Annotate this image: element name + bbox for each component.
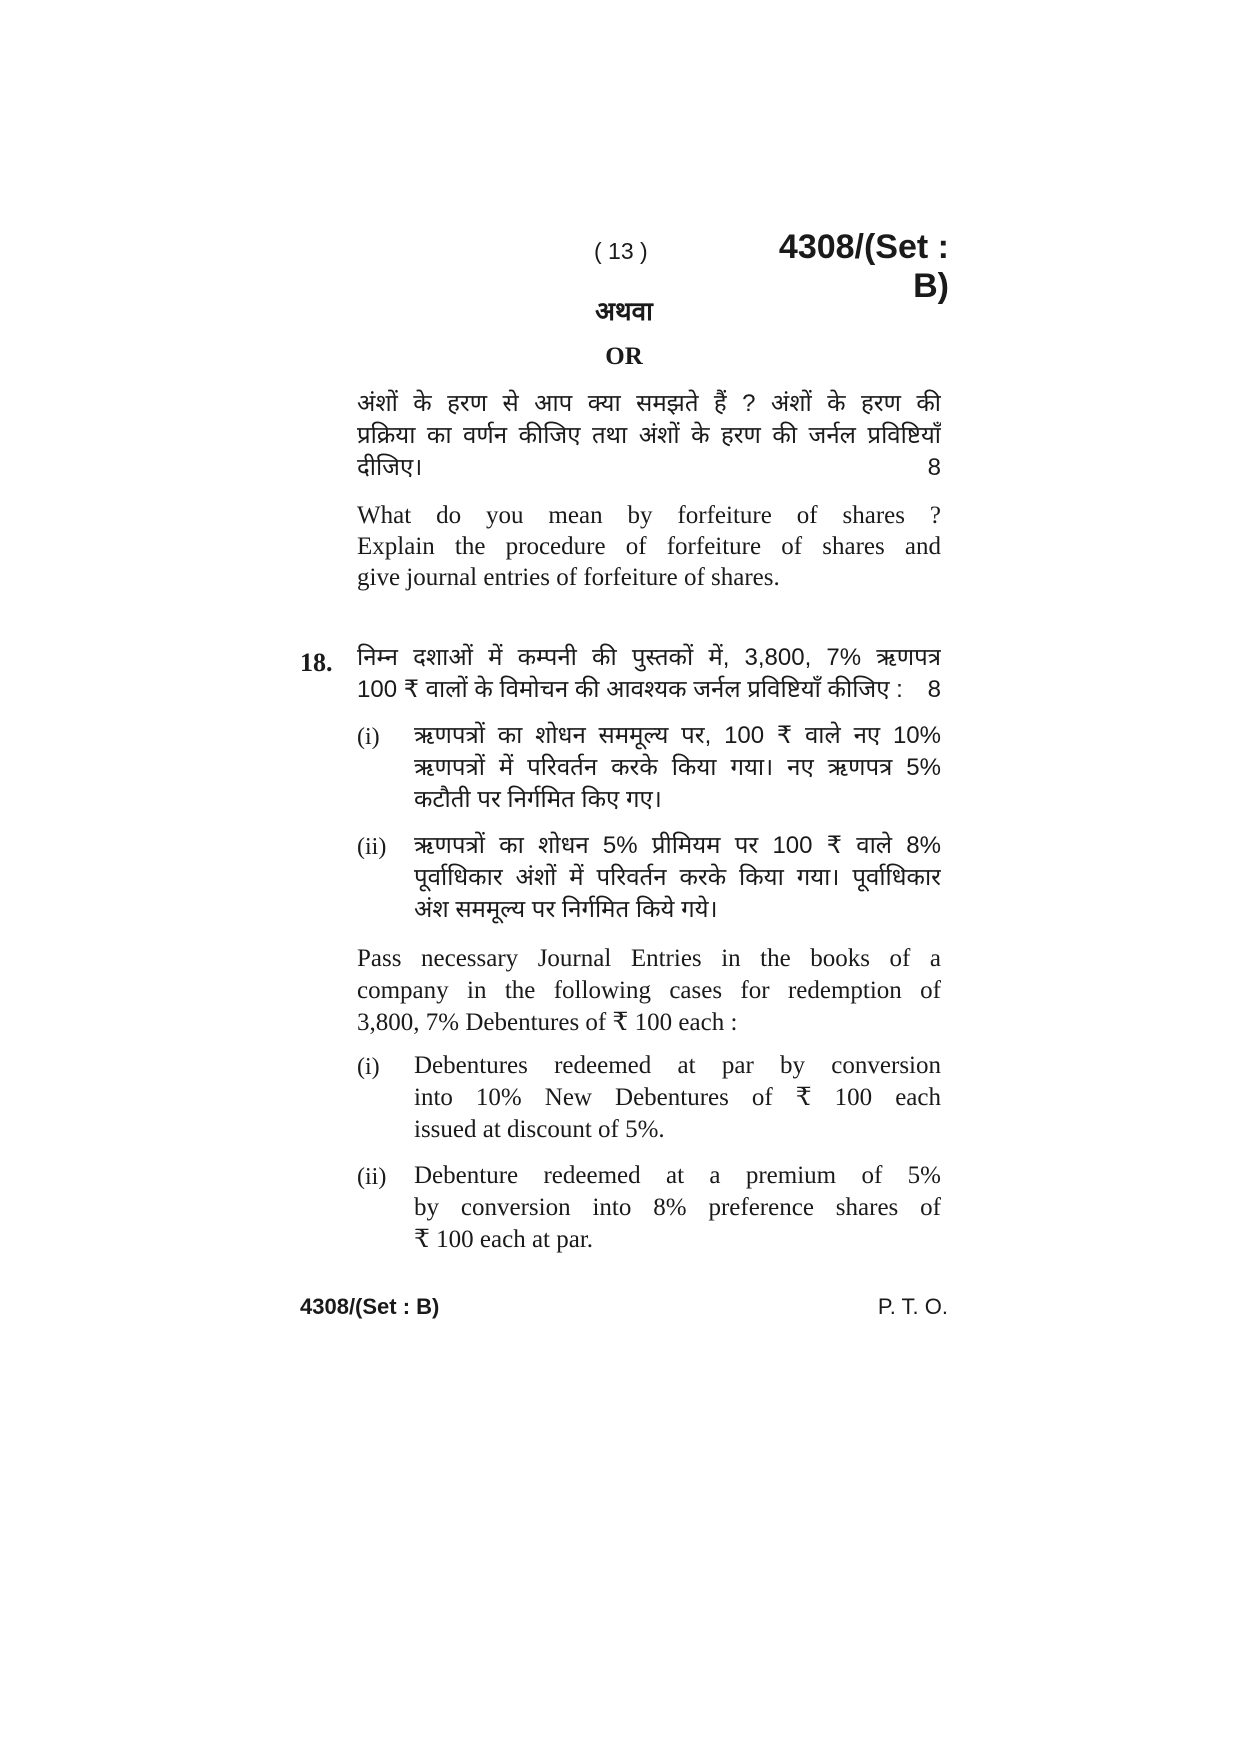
sub-item-label: (ii)	[357, 1164, 387, 1190]
hindi-or-heading: अथवा	[595, 296, 653, 326]
or-question-hindi-last-line	[357, 452, 941, 484]
q18-hindi-item-line: अंश सममूल्य पर निर्गमित किये गये।	[414, 896, 718, 923]
marks: 8	[927, 676, 941, 703]
q18-english-item-line: Debenture redeemed at a premium of 5%	[414, 1162, 941, 1189]
sub-item-label: (i)	[357, 1054, 380, 1080]
q18-hindi-item-line: ऋणपत्रों का शोधन सममूल्य पर, 100 ₹ वाले नए 10%	[414, 722, 941, 749]
q18-english-item-line: into 10% New Debentures of ₹ 100 each	[414, 1084, 941, 1111]
marks: 8	[927, 454, 941, 481]
please-turn-over: P. T. O.	[877, 1294, 948, 1319]
q18-english-item-line: ₹ 100 each at par.	[414, 1226, 594, 1253]
q18-english-item-line: by conversion into 8% preference shares of	[414, 1194, 941, 1221]
or-question-hindi-line: अंशों के हरण से आप क्या समझते हैं ? अंशों के हरण की	[357, 390, 941, 417]
q18-hindi-item-line: ऋणपत्रों का शोधन 5% प्रीमियम पर 100 ₹ वाले 8%	[414, 832, 941, 859]
q18-english-item-2	[414, 1160, 941, 1256]
or-question-hindi	[357, 388, 941, 484]
or-question-english	[357, 500, 941, 593]
or-question-english-line: What do you mean by forfeiture of shares ?	[357, 502, 941, 529]
q18-hindi-intro-line: निम्न दशाओं में कम्पनी की पुस्तकों में, 3,800, 7% ऋणपत्र	[357, 644, 941, 671]
q18-english-item-line: issued at discount of 5%.	[414, 1116, 665, 1143]
q18-english-item-1	[414, 1050, 941, 1146]
question-number: 18.	[300, 648, 333, 677]
q18-hindi-intro-last-line	[357, 674, 941, 706]
or-question-english-line: Explain the procedure of forfeiture of shares and	[357, 533, 941, 560]
english-or-heading: OR	[605, 343, 643, 370]
q18-english-intro	[357, 943, 941, 1039]
paper-code-footer: 4308/(Set : B)	[300, 1294, 440, 1319]
sub-item-label: (i)	[357, 724, 380, 750]
or-question-hindi-line: दीजिए।	[357, 454, 423, 481]
sub-item-label: (ii)	[357, 834, 387, 860]
q18-hindi-intro-line: 100 ₹ वालों के विमोचन की आवश्यक जर्नल प्रविष्टियाँ कीजिए :	[357, 676, 903, 703]
paper-code-header: 4308/(Set : B)	[778, 228, 949, 305]
page-number: ( 13 )	[594, 238, 648, 264]
q18-english-intro-line: 3,800, 7% Debentures of ₹ 100 each :	[357, 1009, 738, 1036]
q18-hindi-item-2	[414, 830, 941, 926]
or-question-english-line: give journal entries of forfeiture of shares.	[357, 564, 780, 591]
q18-hindi-item-line: पूर्वाधिकार अंशों में परिवर्तन करके किया गया। पूर्वाधिकार	[414, 864, 941, 891]
q18-english-intro-line: Pass necessary Journal Entries in the books of a	[357, 945, 941, 972]
q18-english-intro-line: company in the following cases for redemption of	[357, 977, 941, 1004]
q18-hindi-item-line: ऋणपत्रों में परिवर्तन करके किया गया। नए ऋणपत्र 5%	[414, 754, 941, 781]
or-question-hindi-line: प्रक्रिया का वर्णन कीजिए तथा अंशों के हरण की जर्नल प्रविष्टियाँ	[357, 422, 941, 449]
q18-hindi-item-line: कटौती पर निर्गमित किए गए।	[414, 786, 662, 813]
q18-hindi-item-1	[414, 720, 941, 816]
q18-english-item-line: Debentures redeemed at par by conversion	[414, 1052, 941, 1079]
q18-hindi-intro	[357, 642, 941, 706]
